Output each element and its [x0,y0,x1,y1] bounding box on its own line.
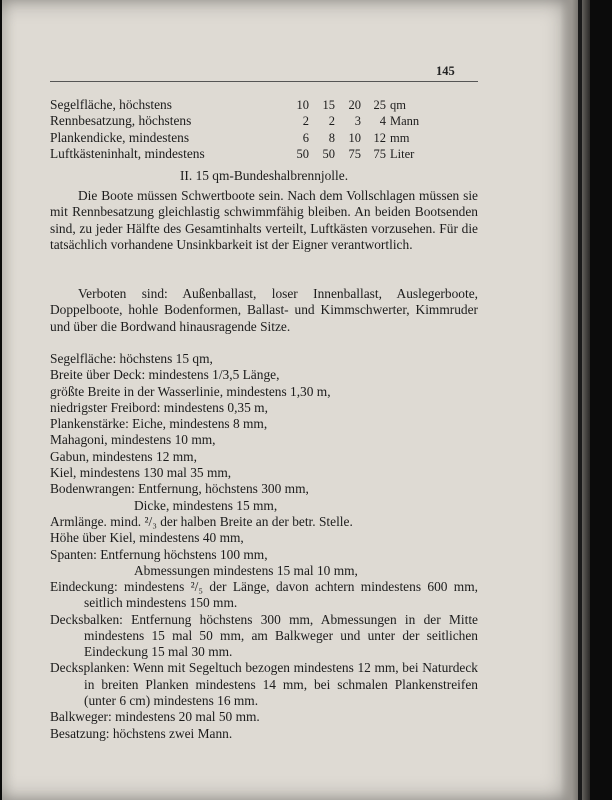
spec-cell-unit: qm [390,98,406,112]
spec-line: Segelfläche: höchstens 15 qm, [50,351,213,366]
spec-line: Bodenwrangen: Entfernung, höchstens 300 mm, [50,481,309,497]
spec-cell-value-1: 10 [296,98,309,112]
paragraph-prohibited: Verboten sind: Außenballast, loser Innenballast, Auslegerboote, Doppelboote, hohle Bodenformen, Ballast- und Kimmschwerter, Kimmruder und über die Bordwand hinausragende Sitze. [50,286,478,334]
spec-cell-unit: Mann [390,114,420,129]
spec-line: größte Breite in der Wasserlinie, mindestens 1,30 m, [50,383,331,399]
page-number: 145 [436,64,455,78]
spec-cell-label: Rennbesatzung, höchstens [50,113,192,129]
spec-table [50,97,419,162]
spec-cell-value-3: 20 [348,98,361,112]
spec-paragraphs [50,579,478,742]
spec-cell-value-4: 12 [373,130,386,145]
spanten-line: Spanten: Entfernung höchstens 100 mm, [50,546,268,562]
spec-cell-value-4: 25 [373,98,386,112]
paragraph-boot-requirements: Die Boote müssen Schwertboote sein. Nach dem Vollschlagen müssen sie mit Rennbesatzung gleichlastig schwimmfähig bleiben. An beiden Bootsenden sind, zu jeder Hälfte des Gesamtinhalts verteilt, Luftkästen vorzusehen. Für die tatsächlich vorhandene Unsinkbarkeit ist der Eigner verantwortlich. [50,188,478,252]
spec-line: Breite über Deck: mindestens 1/3,5 Länge, [50,367,280,383]
page-edge-shadow [560,0,590,800]
spec-table-row [50,113,419,129]
spec-cell-value-2: 50 [322,146,335,161]
spec-cell-value-4: 4 [379,114,386,129]
spec-cell-value-4: 75 [373,146,386,161]
bodenwrangen-continuation: Dicke, mindestens 15 mm, [134,497,278,513]
spec-cell-label: Luftkästeninhalt, mindestens [50,145,205,161]
section-heading: II. 15 qm-Bundeshalbrennjolle. [179,168,349,183]
eindeckung-entry: Eindeckung: mindestens ²/₅ der Länge, davon achtern mindestens 600 mm, seitlich mindestens 150 mm. [50,579,478,611]
spec-line: Plankenstärke: Eiche, mindestens 8 mm, [50,416,268,432]
header-rule [50,81,478,82]
spec-line: Mahagoni, mindestens 10 mm, [50,432,216,448]
spec-cell-value-1: 50 [296,146,309,161]
spec-cell-value-3: 75 [348,146,361,161]
spec-cell-value-3: 3 [354,114,361,129]
spec-cell-value-3: 10 [348,130,361,145]
decksplanken-entry: Decksplanken: Wenn mit Segeltuch bezogen mindestens 12 mm, bei Naturdeck in breiten Planken mindestens 14 mm, bei schmalen Plankenstreifen (unter 6 cm) mindestens 16 mm. [50,660,478,709]
spanten-continuation: Abmessungen mindestens 15 mal 10 mm, [134,562,358,578]
balkweger-line: Balkweger: mindestens 20 mal 50 mm. [50,709,260,725]
decksbalken-entry: Decksbalken: Entfernung höchstens 300 mm, Abmessungen in der Mitte mindestens 15 mal 50 mm, am Balkweger und unter der seitlichen Eindeckung 15 mal 30 mm. [50,611,478,660]
spec-table-row [50,130,419,146]
spec-cell-value-2: 8 [328,130,335,145]
spec-cell-label: Segelfläche, höchstens [50,97,172,112]
armlaenge-line: Armlänge. mind. ²/₃ der halben Breite an der betr. Stelle. [50,513,353,529]
spec-lines [50,351,478,579]
spec-table-row [50,97,419,113]
book-spine [578,0,582,800]
spec-cell-label: Plankendicke, mindestens [50,129,190,145]
spec-cell-value-2: 2 [328,114,335,129]
besatzung-line: Besatzung: höchstens zwei Mann. [50,725,233,741]
spec-cell-value-1: 6 [302,130,309,145]
hoehe-line: Höhe über Kiel, mindestens 40 mm, [50,530,244,546]
spec-cell-unit: mm [390,130,410,145]
spec-cell-value-1: 2 [302,114,309,129]
spec-table-row [50,146,419,162]
spec-cell-value-2: 15 [322,98,335,112]
spec-line: niedrigster Freibord: mindestens 0,35 m, [50,399,268,415]
spec-line: Kiel, mindestens 130 mal 35 mm, [50,465,232,481]
spec-line: Gabun, mindestens 12 mm, [50,448,197,464]
spec-cell-unit: Liter [390,146,415,161]
